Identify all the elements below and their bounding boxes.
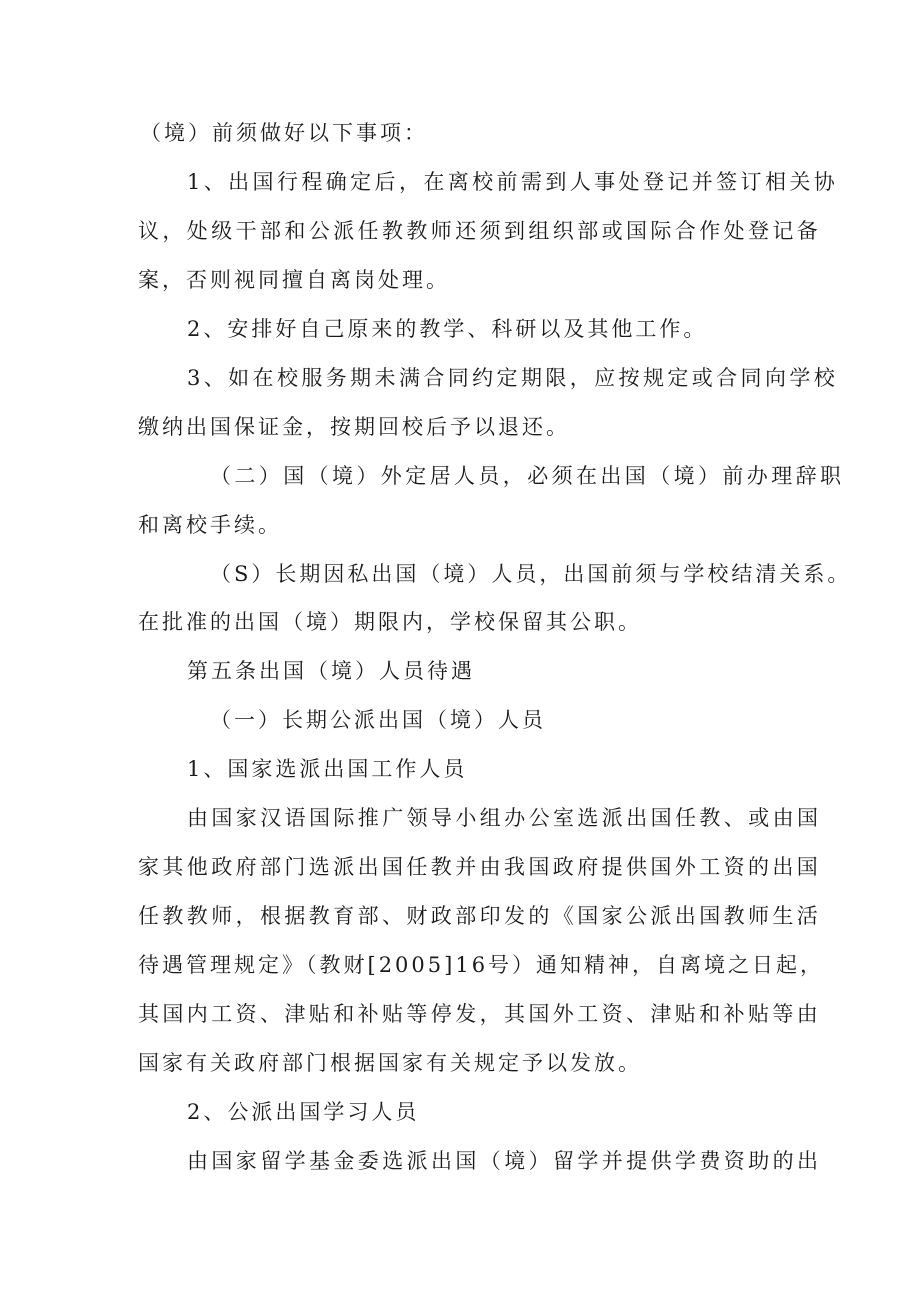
text-line: 和离校手续。 [138, 513, 282, 537]
text-line: 待遇管理规定》（教财[2005]16号）通知精神，自离境之日起， [138, 953, 825, 977]
item-heading: 1、国家选派出国工作人员 [187, 757, 468, 781]
text-line: 在批准的出国（境）期限内，学校保留其公职。 [138, 610, 642, 634]
text-line: （境）前须做好以下事项： [140, 121, 428, 145]
item-heading: 2、公派出国学习人员 [187, 1100, 420, 1124]
text-line: 任教教师，根据教育部、财政部印发的《国家公派出国教师生活 [138, 904, 822, 928]
text-line: 家其他政府部门选派出国任教并由我国政府提供国外工资的出国 [138, 855, 822, 879]
text-line: 案，否则视同擅自离岗处理。 [138, 268, 450, 292]
text-line: 2、安排好自己原来的教学、科研以及其他工作。 [187, 317, 708, 341]
text-line: 其国内工资、津贴和补贴等停发，其国外工资、津贴和补贴等由 [138, 1002, 822, 1026]
text-line: 由国家留学基金委选派出国（境）留学并提供学费资助的出 [187, 1149, 822, 1173]
text-line: 国家有关政府部门根据国家有关规定予以发放。 [138, 1051, 642, 1075]
text-line: （二）国（境）外定居人员，必须在出国（境）前办理辞职 [210, 464, 845, 488]
text-line: （S）长期因私出国（境）人员，出国前须与学校结清关系。 [210, 562, 852, 586]
text-line: 由国家汉语国际推广领导小组办公室选派出国任教、或由国 [187, 806, 822, 830]
section-heading: 第五条出国（境）人员待遇 [187, 659, 475, 683]
text-line: 1、出国行程确定后，在离校前需到人事处登记并签订相关协 [187, 170, 839, 194]
text-line: 缴纳出国保证金，按期回校后予以退还。 [138, 415, 570, 439]
text-line: 3、如在校服务期未满合同约定期限，应按规定或合同向学校 [187, 366, 839, 390]
text-line: 议，处级干部和公派任教教师还须到组织部或国际合作处登记备 [138, 219, 822, 243]
subsection-heading: （一）长期公派出国（境）人员 [210, 708, 546, 732]
